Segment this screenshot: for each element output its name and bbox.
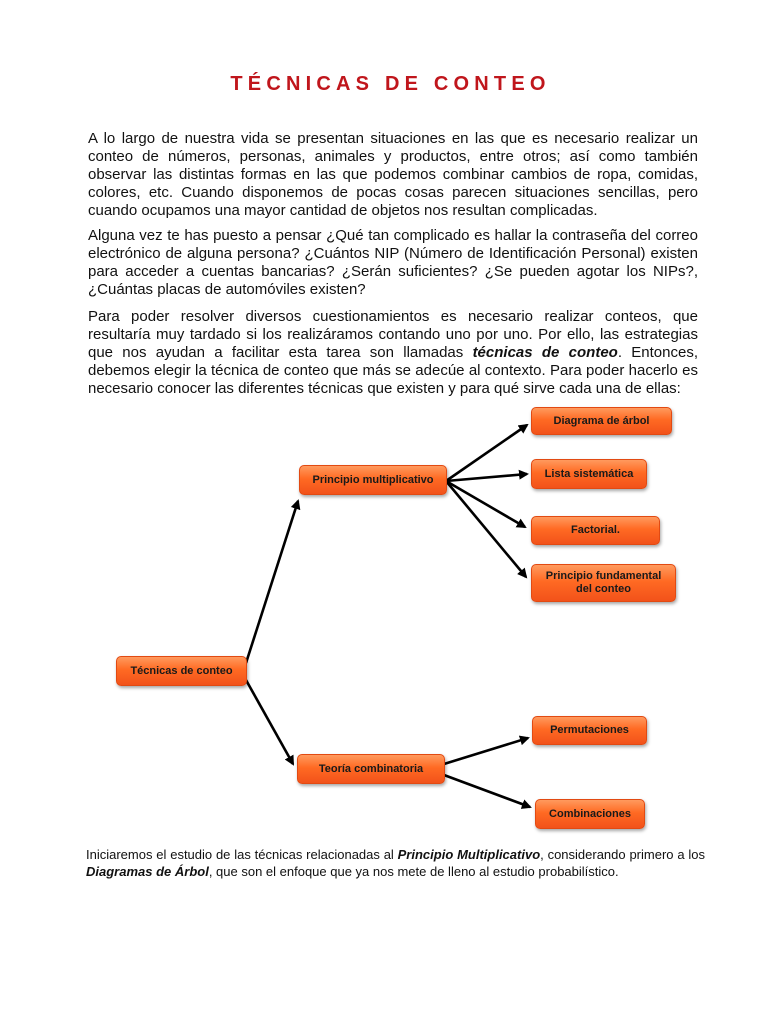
- paragraph-closing: [86, 847, 705, 880]
- node-combinaciones: Combinaciones: [535, 799, 645, 829]
- arrow-to-permutations: [444, 738, 528, 764]
- node-principio-fundamental-line1: Principio fundamental: [545, 570, 662, 582]
- node-principio-fundamental: [531, 564, 676, 602]
- arrow-root-to-combinatorics: [246, 680, 293, 764]
- node-principio-multiplicativo: Principio multiplicativo: [299, 465, 447, 495]
- node-principio-fundamental-line2: del conteo: [575, 583, 631, 595]
- node-permutaciones: Permutaciones: [532, 716, 647, 745]
- arrow-root-to-multiplicative: [246, 501, 298, 663]
- arrow-to-fundamental: [446, 481, 526, 577]
- closing-part3: , que son el enfoque que ya nos mete de lleno al estudio probabilístico.: [208, 863, 619, 879]
- arrow-to-combinations: [444, 775, 530, 807]
- paragraph-techniques-part2: . Entonces, debemos elegir la técnica de conteo que más se adecúe al contexto. Para poder hacerlo es necesario conocer las diferentes técnicas que existen y para qué sirve cada una de ellas:: [88, 344, 699, 397]
- arrow-to-systematic-list: [446, 474, 527, 481]
- document-title: TÉCNICAS DE CONTEO: [230, 73, 551, 95]
- paragraph-intro: A lo largo de nuestra vida se presentan situaciones en las que es necesario realizar un conteo de números, personas, animales y productos, entre otros; así como también observar las distintas formas en las que podemos combinar cambios de ropa, comidas, colores, etc. Cuando disponemos de pocas cosas parecen situaciones sencillas, pero cuando ocupamos una mayor cantidad de objetos nos resultan complicadas.: [88, 130, 698, 219]
- arrow-to-tree-diagram: [446, 425, 527, 481]
- closing-part1: Iniciaremos el estudio de las técnicas relacionadas al: [86, 847, 398, 862]
- closing-part2: , considerando primero a los: [540, 847, 705, 862]
- paragraph-techniques: [88, 308, 698, 398]
- closing-emphasis-multiplicativo: Principio Multiplicativo: [397, 847, 541, 862]
- paragraph-questions: Alguna vez te has puesto a pensar ¿Qué tan complicado es hallar la contraseña del correo electrónico de alguna persona? ¿Cuántos NIP (Número de Identificación Personal) existen para acceder a cuentas bancarias? ¿Serán suficientes? ¿Se pueden agotar los NIPs?, ¿Cuántas placas de automóviles existen?: [88, 227, 698, 298]
- paragraph-techniques-emphasis: técnicas de conteo: [472, 344, 618, 361]
- paragraph-techniques-part1: Para poder resolver diversos cuestionamientos es necesario realizar conteos, que resultaría muy tardado si los realizáramos contando uno por uno. Por ello, las estrategias que nos ayudan a facilitar esta tarea son llamadas: [88, 308, 698, 361]
- node-diagrama-de-arbol: Diagrama de árbol: [531, 407, 672, 435]
- node-lista-sistematica: Lista sistemática: [531, 459, 647, 489]
- node-teoria-combinatoria: Teoría combinatoria: [297, 754, 445, 784]
- node-factorial: Factorial.: [531, 516, 660, 545]
- node-root: Técnicas de conteo: [116, 656, 247, 686]
- arrow-to-factorial: [446, 481, 525, 527]
- closing-emphasis-diagramas: Diagramas de Árbol: [86, 863, 209, 879]
